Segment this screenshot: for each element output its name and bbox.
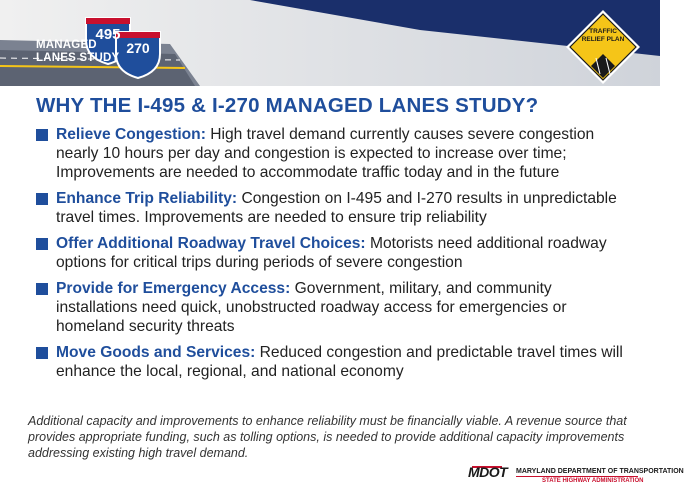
list-item <box>36 343 636 381</box>
item-text <box>56 343 636 381</box>
study-logo-line1: MANAGED <box>36 39 97 51</box>
page-title: WHY THE I-495 & I-270 MANAGED LANES STUDY? <box>36 94 539 117</box>
bullet-square-icon <box>36 129 48 141</box>
item-text <box>56 234 636 272</box>
list-item <box>36 189 636 227</box>
study-logo-line2: LANES STUDY <box>36 52 120 64</box>
item-body: Government, military, and community installations need quick, unobstructed roadway access for emergencies or homeland security threats <box>56 280 567 335</box>
item-text <box>56 189 636 227</box>
item-body: Congestion on I-495 and I-270 results in unpredictable travel times. Improvements are needed to ensure trip reliability <box>56 190 617 226</box>
badge-line1: TRAFFIC <box>589 28 617 35</box>
shield-495-label: 495 <box>95 26 121 43</box>
item-text <box>56 125 636 182</box>
bullet-square-icon <box>36 283 48 295</box>
item-heading: Relieve Congestion: <box>56 126 206 143</box>
item-heading: Enhance Trip Reliability: <box>56 190 238 207</box>
item-heading: Offer Additional Roadway Travel Choices: <box>56 235 366 252</box>
mdot-mark: MDOT <box>468 464 508 480</box>
list-item <box>36 234 636 272</box>
item-body: High travel demand currently causes severe congestion nearly 10 hours per day and congestion is expected to increase over time; Improvements are needed to accommodate traffic today and in the future <box>56 126 595 181</box>
bullet-square-icon <box>36 193 48 205</box>
badge-line2: RELIEF PLAN <box>581 36 625 43</box>
bullet-square-icon <box>36 238 48 250</box>
item-body: Motorists need additional roadway options for critical trips during periods of severe congestion <box>56 235 607 271</box>
financing-note: Additional capacity and improvements to enhance reliability must be financially viable. A revenue source that provides appropriate funding, such as tolling options, is needed to provide additional capacity improvements addressing existing high travel demand. <box>28 414 627 460</box>
reasons-list <box>36 125 636 388</box>
org-name: MARYLAND DEPARTMENT OF TRANSPORTATION <box>516 468 684 475</box>
mdot-logo <box>468 464 684 488</box>
item-heading: Provide for Emergency Access: <box>56 280 291 297</box>
item-body: Reduced congestion and predictable travel times will enhance the local, regional, and national economy <box>56 344 623 380</box>
org-subname: STATE HIGHWAY ADMINISTRATION <box>542 478 644 484</box>
header-banner <box>0 0 660 86</box>
bullet-square-icon <box>36 347 48 359</box>
item-text <box>56 279 636 336</box>
shield-270-label: 270 <box>126 40 150 56</box>
item-heading: Move Goods and Services: <box>56 344 256 361</box>
list-item <box>36 125 636 182</box>
list-item <box>36 279 636 336</box>
org-divider <box>516 476 638 477</box>
header-background <box>0 0 660 86</box>
